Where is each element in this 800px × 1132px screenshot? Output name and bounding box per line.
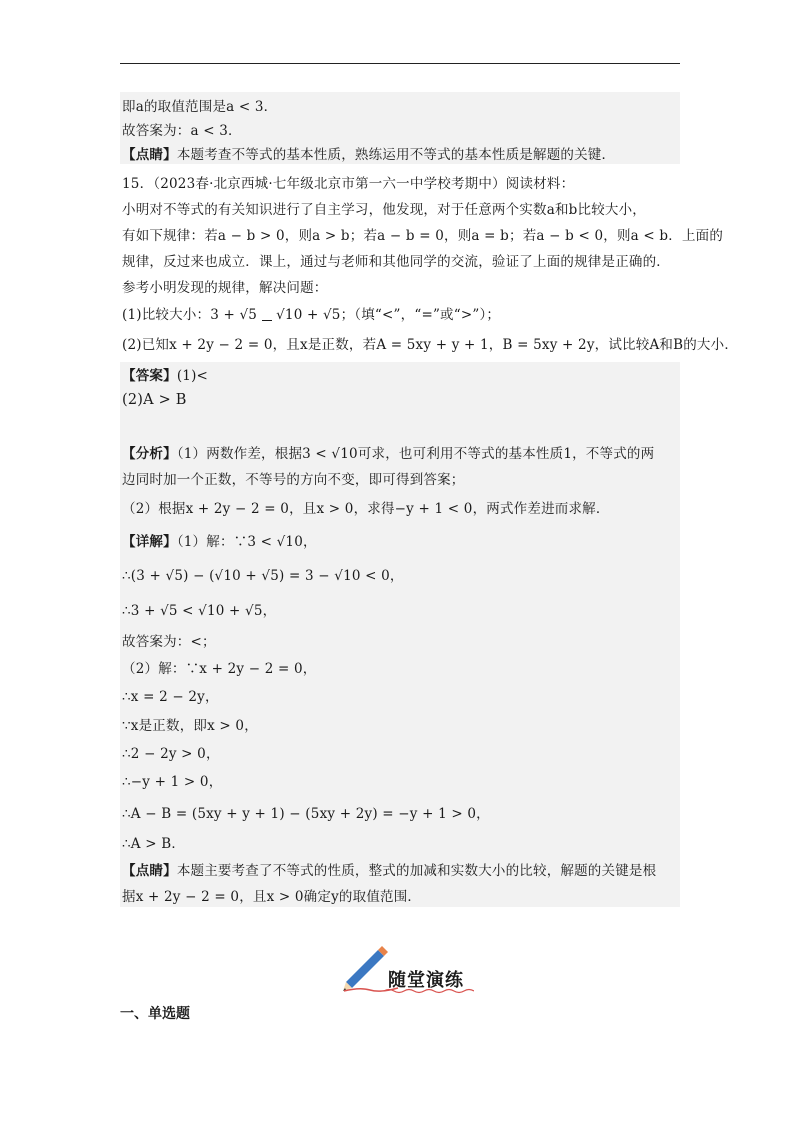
detail-text-1: （1）解：∵3 < √10，	[176, 534, 317, 550]
analysis-tag: 【分析】	[122, 446, 177, 462]
q1-mid: √10 + √5	[276, 307, 341, 323]
detail-line-8: ∴2 − 2y > 0，	[122, 746, 220, 762]
detail-line-1	[122, 532, 317, 552]
detail-line-7: ∵x是正数，即x > 0，	[122, 718, 258, 734]
detail-line-9: ∴−y + 1 > 0，	[122, 774, 223, 790]
header-rule	[120, 63, 680, 64]
detail-line-11: ∴A > B．	[122, 836, 186, 852]
question-2: (2)已知x + 2y − 2 = 0，且x是正数，若A = 5xy + y + 1，B = 5xy + 2y，试比较A和B的大小．	[122, 337, 739, 353]
banner-title: 随堂演练	[388, 970, 464, 991]
note2-line-2: 据x + 2y − 2 = 0，且x > 0确定y的取值范围．	[122, 889, 422, 905]
section-title: 一、单选题	[120, 1006, 190, 1022]
note2-line-1	[122, 861, 656, 881]
answer-1: (1)<	[176, 368, 209, 384]
detail-line-2: ∴(3 + √5) − (√10 + √5) = 3 − √10 < 0，	[122, 568, 404, 584]
note-text: 本题考查不等式的基本性质，熟练运用不等式的基本性质是解题的关键．	[176, 147, 616, 163]
q1-blank	[262, 308, 272, 321]
detail-line-3: ∴3 + √5 < √10 + √5，	[122, 603, 277, 619]
analysis-line-3: （2）根据x + 2y − 2 = 0，且x > 0，求得−y + 1 < 0，两式作差进而求解．	[122, 501, 610, 517]
analysis-line-2: 边同时加一个正数，不等号的方向不变，即可得到答案；	[122, 472, 465, 488]
analysis-line-1	[122, 444, 654, 464]
answer-line-2: (2)A > B	[122, 392, 187, 408]
answer-line-1	[122, 366, 208, 386]
analysis-text-1: （1）两数作差，根据3 < √10可求，也可利用不等式的基本性质1，不等式的两	[176, 446, 655, 462]
note2-text-1: 本题主要考查了不等式的性质，整式的加减和实数大小的比较，解题的关键是根	[176, 863, 657, 879]
answer-tag: 【答案】	[122, 368, 177, 384]
q1-prefix: (1)比较大小：3 + √5	[122, 307, 258, 323]
note2-tag: 【点睛】	[122, 863, 177, 879]
banner-underline	[384, 988, 474, 994]
problem-para-4: 参考小明发现的规律，解决问题：	[122, 280, 328, 296]
problem-para-1: 小明对不等式的有关知识进行了自主学习，他发现，对于任意两个实数a和b比较大小，	[122, 202, 646, 218]
problem-para-3: 规律，反过来也成立．课上，通过与老师和其他同学的交流，验证了上面的规律是正确的．	[122, 254, 670, 270]
summary-line-1: 即a的取值范围是a < 3．	[122, 99, 278, 115]
problem-para-2: 有如下规律：若a − b > 0，则a > b；若a − b = 0，则a = b；若a − b < 0，则a < b．上面的	[122, 228, 724, 244]
detail-line-5: （2）解：∵x + 2y − 2 = 0，	[122, 661, 317, 677]
detail-line-6: ∴x = 2 − 2y，	[122, 689, 219, 705]
q1-suffix: ；（填“<”，“=”或“>”）；	[340, 307, 501, 323]
detail-line-10: ∴A − B = (5xy + y + 1) − (5xy + 2y) = −y + 1 > 0，	[122, 806, 490, 822]
summary-note	[122, 145, 615, 165]
question-1	[122, 305, 500, 325]
problem-header: 15．（2023春·北京西城·七年级北京市第一六一中学校考期中）阅读材料：	[122, 176, 575, 192]
note-tag: 【点睛】	[122, 147, 177, 163]
detail-tag: 【详解】	[122, 534, 177, 550]
detail-line-4: 故答案为：<；	[122, 634, 216, 650]
summary-line-2: 故答案为：a < 3．	[122, 123, 242, 139]
